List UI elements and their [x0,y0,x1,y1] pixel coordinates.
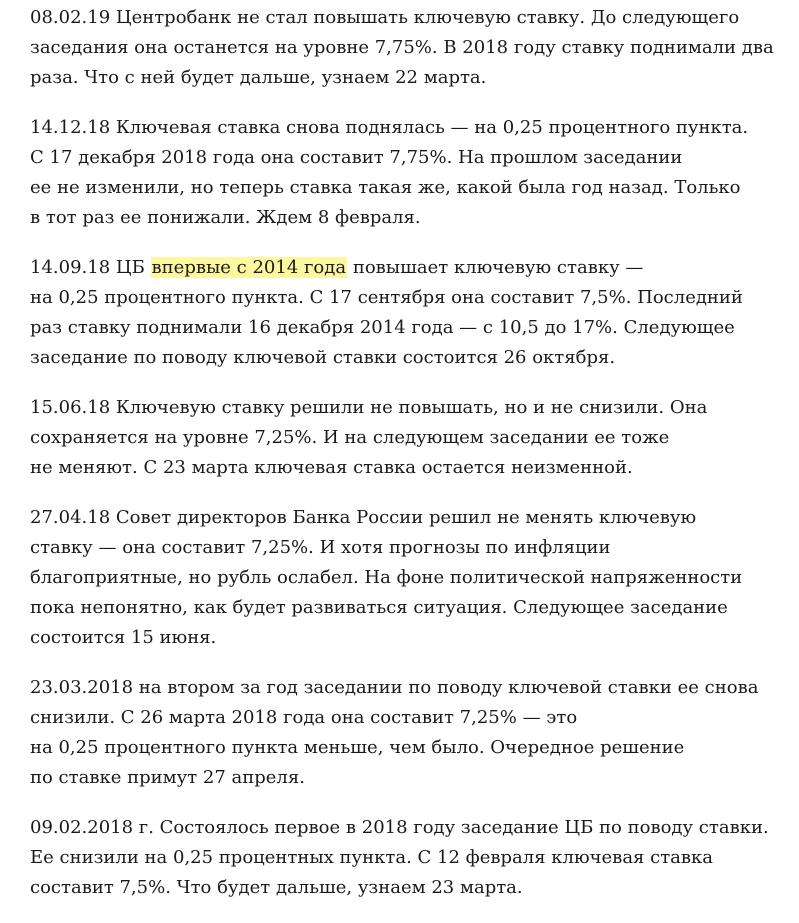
paragraph-line: Ее снизили на 0,25 процентных пункта. С 12 февраля ключевая ставка [30,847,714,868]
paragraph-line: раза. Что с ней будет дальше, узнаем 22 марта. [30,67,487,88]
paragraph-line: 27.04.18 Совет директоров Банка России решил не менять ключевую [30,507,697,528]
article-body [30,3,775,923]
paragraph-line: состоится 15 июня. [30,627,217,648]
paragraph-line: 14.12.18 Ключевая ставка снова поднялась — на 0,25 процентного пункта. [30,117,749,138]
update-paragraph-2019-02-08 [30,3,775,93]
paragraph-line: ставку — она составит 7,25%. И хотя прогнозы по инфляции [30,537,611,558]
paragraph-line: 09.02.2018 г. Состоялось первое в 2018 году заседание ЦБ по поводу ставки. [30,817,769,838]
paragraph-line: 23.03.2018 на втором за год заседании по поводу ключевой ставки ее снова [30,677,759,698]
paragraph-line-end: повышает ключевую ставку — [347,257,644,278]
update-paragraph-2018-12-14 [30,113,775,233]
update-paragraph-2018-04-27 [30,503,775,653]
update-paragraph-2018-06-15 [30,393,775,483]
paragraph-line: 15.06.18 Ключевую ставку решили не повышать, но и не снизили. Она [30,397,708,418]
update-paragraph-2018-02-09 [30,813,775,903]
highlighted-phrase: впервые с 2014 года [151,257,347,278]
paragraph-line: заседание по поводу ключевой ставки состоится 26 октября. [30,347,616,368]
paragraph-line: в тот раз ее понижали. Ждем 8 февраля. [30,207,421,228]
paragraph-line: 08.02.19 Центробанк не стал повышать ключевую ставку. До следующего [30,7,740,28]
paragraph-line: по ставке примут 27 апреля. [30,767,305,788]
paragraph-line: пока непонятно, как будет развиваться ситуация. Следующее заседание [30,597,728,618]
paragraph-line: составит 7,5%. Что будет дальше, узнаем 23 марта. [30,877,523,898]
paragraph-line: на 0,25 процентного пункта меньше, чем было. Очередное решение [30,737,685,758]
paragraph-line: благоприятные, но рубль ослабел. На фоне политической напряженности [30,567,743,588]
paragraph-line: не меняют. С 23 марта ключевая ставка остается неизменной. [30,457,633,478]
paragraph-line: заседания она останется на уровне 7,75%. В 2018 году ставку поднимали два [30,37,774,58]
paragraph-line: на 0,25 процентного пункта. С 17 сентября она составит 7,5%. Последний [30,287,743,308]
paragraph-line: сохраняется на уровне 7,25%. И на следующем заседании ее тоже [30,427,670,448]
update-paragraph-2018-09-14 [30,253,775,373]
paragraph-line: С 17 декабря 2018 года она составит 7,75%. На прошлом заседании [30,147,683,168]
paragraph-line-start: 14.09.18 ЦБ [30,257,151,278]
paragraph-line: ее не изменили, но теперь ставка такая же, какой была год назад. Только [30,177,741,198]
paragraph-line: снизили. С 26 марта 2018 года она составит 7,25% — это [30,707,578,728]
paragraph-line: раз ставку поднимали 16 декабря 2014 года — с 10,5 до 17%. Следующее [30,317,735,338]
update-paragraph-2018-03-23 [30,673,775,793]
